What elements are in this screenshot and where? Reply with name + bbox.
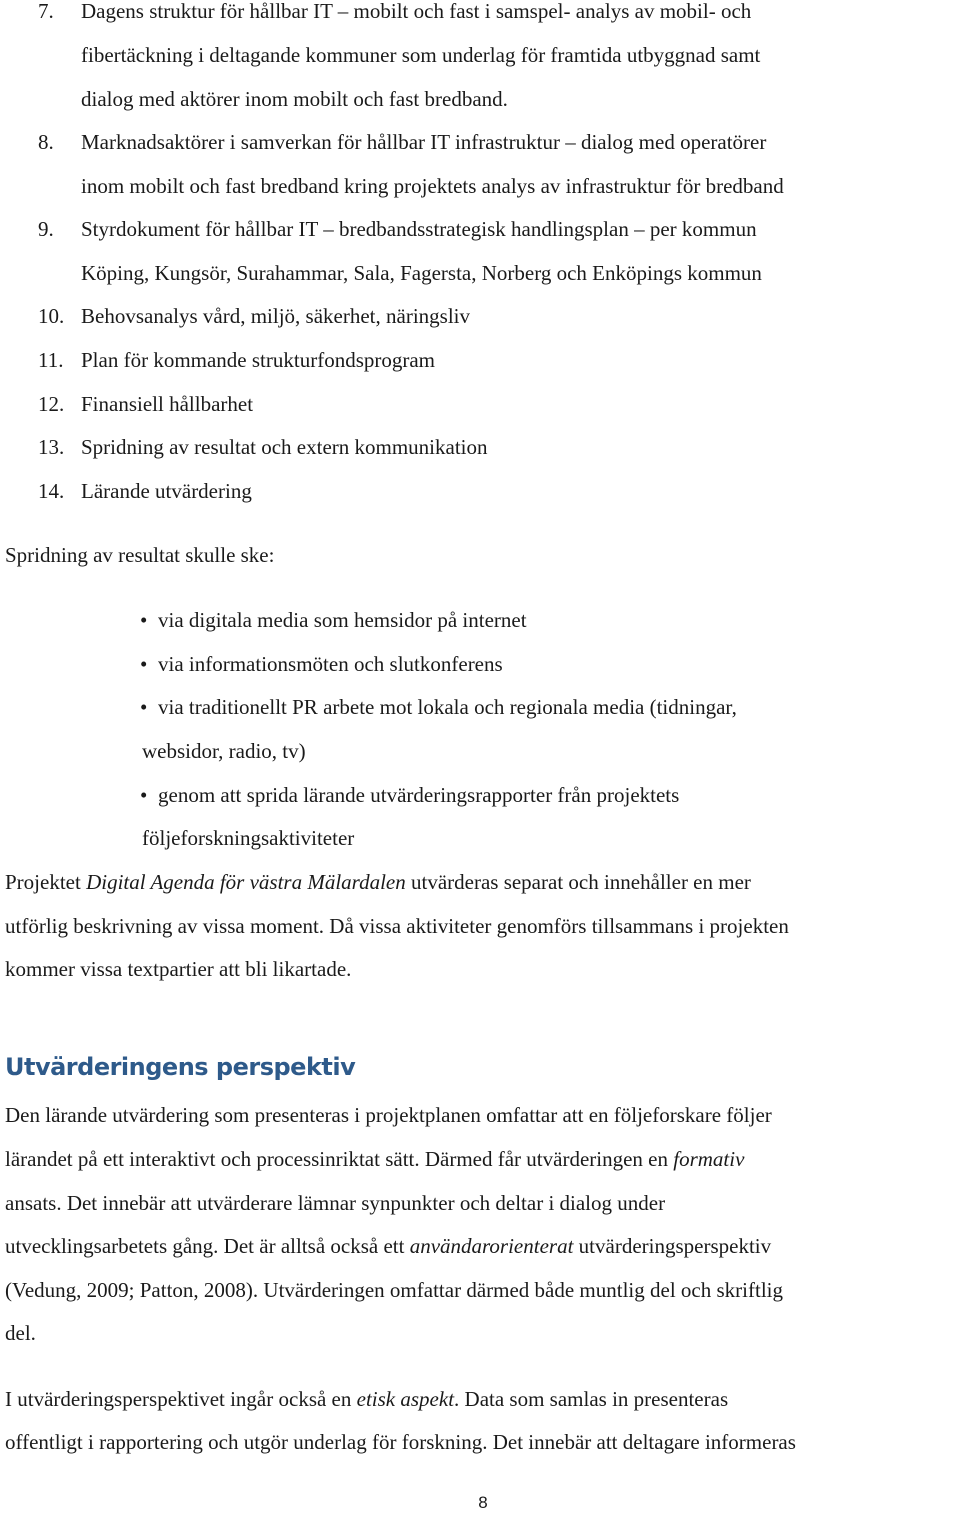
paragraph-text: lärandet på ett interaktivt och processinriktat sätt. Därmed får utvärderingen en — [5, 1147, 674, 1171]
paragraph-text: utförlig beskrivning av vissa moment. Då vissa aktiviteter genomförs tillsammans i projekten — [5, 914, 789, 938]
list-text: Köping, Kungsör, Surahammar, Sala, Fagersta, Norberg och Enköpings kommun — [81, 261, 762, 285]
page-number: 8 — [478, 1493, 488, 1512]
paragraph-text: Den lärande utvärdering som presenteras i projektplanen omfattar att en följeforskare följer — [5, 1103, 772, 1127]
list-text: Styrdokument för hållbar IT – bredbandsstrategisk handlingsplan – per kommun — [81, 217, 757, 241]
list-number: 10. — [38, 304, 65, 328]
paragraph-text: Projektet — [5, 870, 87, 894]
list-number: 12. — [38, 392, 65, 416]
list-number: 11. — [38, 348, 64, 372]
paragraph-text: ansats. Det innebär att utvärderare lämnar synpunkter och deltar i dialog under — [5, 1191, 666, 1215]
emphasis-term: etisk aspekt — [356, 1387, 455, 1411]
paragraph-text: offentligt i rapportering och utgör underlag för forskning. Det innebär att deltagare informeras — [5, 1430, 796, 1454]
emphasis-term: användarorienterat — [409, 1234, 574, 1258]
bullet-text: via traditionellt PR arbete mot lokala och regionala media (tidningar, — [158, 695, 737, 719]
bullet-text: följeforskningsaktiviteter — [142, 826, 355, 850]
paragraph-text: Spridning av resultat skulle ske: — [5, 543, 275, 567]
list-text: Finansiell hållbarhet — [81, 392, 254, 416]
list-number: 9. — [38, 217, 54, 241]
paragraph-text: I utvärderingsperspektivet ingår också en — [5, 1387, 357, 1411]
bullet-text: via digitala media som hemsidor på internet — [158, 608, 527, 632]
list-text: Behovsanalys vård, miljö, säkerhet, näringsliv — [81, 304, 471, 328]
section-heading: Utvärderingens perspektiv — [5, 1053, 356, 1081]
paragraph-text: (Vedung, 2009; Patton, 2008). Utvärderingen omfattar därmed både muntlig del och skriftlig — [5, 1278, 783, 1302]
bullet-text: via informationsmöten och slutkonferens — [158, 652, 503, 676]
bullet-icon: • — [140, 652, 148, 676]
bullet-icon: • — [140, 783, 148, 807]
bullet-icon: • — [140, 608, 148, 632]
paragraph-text: utvecklingsarbetets gång. Det är alltså också ett — [5, 1234, 410, 1258]
list-number: 8. — [38, 130, 54, 154]
list-number: 7. — [38, 0, 54, 23]
list-text: dialog med aktörer inom mobilt och fast bredband. — [81, 87, 508, 111]
list-text: fibertäckning i deltagande kommuner som underlag för framtida utbyggnad samt — [81, 43, 761, 67]
paragraph-text: del. — [5, 1321, 36, 1345]
bullet-text: websidor, radio, tv) — [142, 739, 306, 763]
list-text: inom mobilt och fast bredband kring projektets analys av infrastruktur för bredband — [81, 174, 784, 198]
list-number: 13. — [38, 435, 65, 459]
list-text: Lärande utvärdering — [81, 479, 252, 503]
paragraph-text: utvärderingsperspektiv — [573, 1234, 772, 1258]
bullet-icon: • — [140, 695, 148, 719]
paragraph-text: utvärderas separat och innehåller en mer — [405, 870, 751, 894]
paragraph-text: . Data som samlas in presenteras — [454, 1387, 729, 1411]
emphasis-term: formativ — [673, 1147, 745, 1171]
bullet-text: genom att sprida lärande utvärderingsrapporter från projektets — [158, 783, 680, 807]
list-text: Plan för kommande strukturfondsprogram — [81, 348, 436, 372]
list-text: Marknadsaktörer i samverkan för hållbar IT infrastruktur – dialog med operatörer — [81, 130, 767, 154]
list-number: 14. — [38, 479, 65, 503]
project-name: Digital Agenda för västra Mälardalen — [86, 870, 406, 894]
list-text: Spridning av resultat och extern kommunikation — [81, 435, 488, 459]
list-text: Dagens struktur för hållbar IT – mobilt och fast i samspel- analys av mobil- och — [81, 0, 752, 23]
paragraph-text: kommer vissa textpartier att bli likartade. — [5, 957, 352, 981]
